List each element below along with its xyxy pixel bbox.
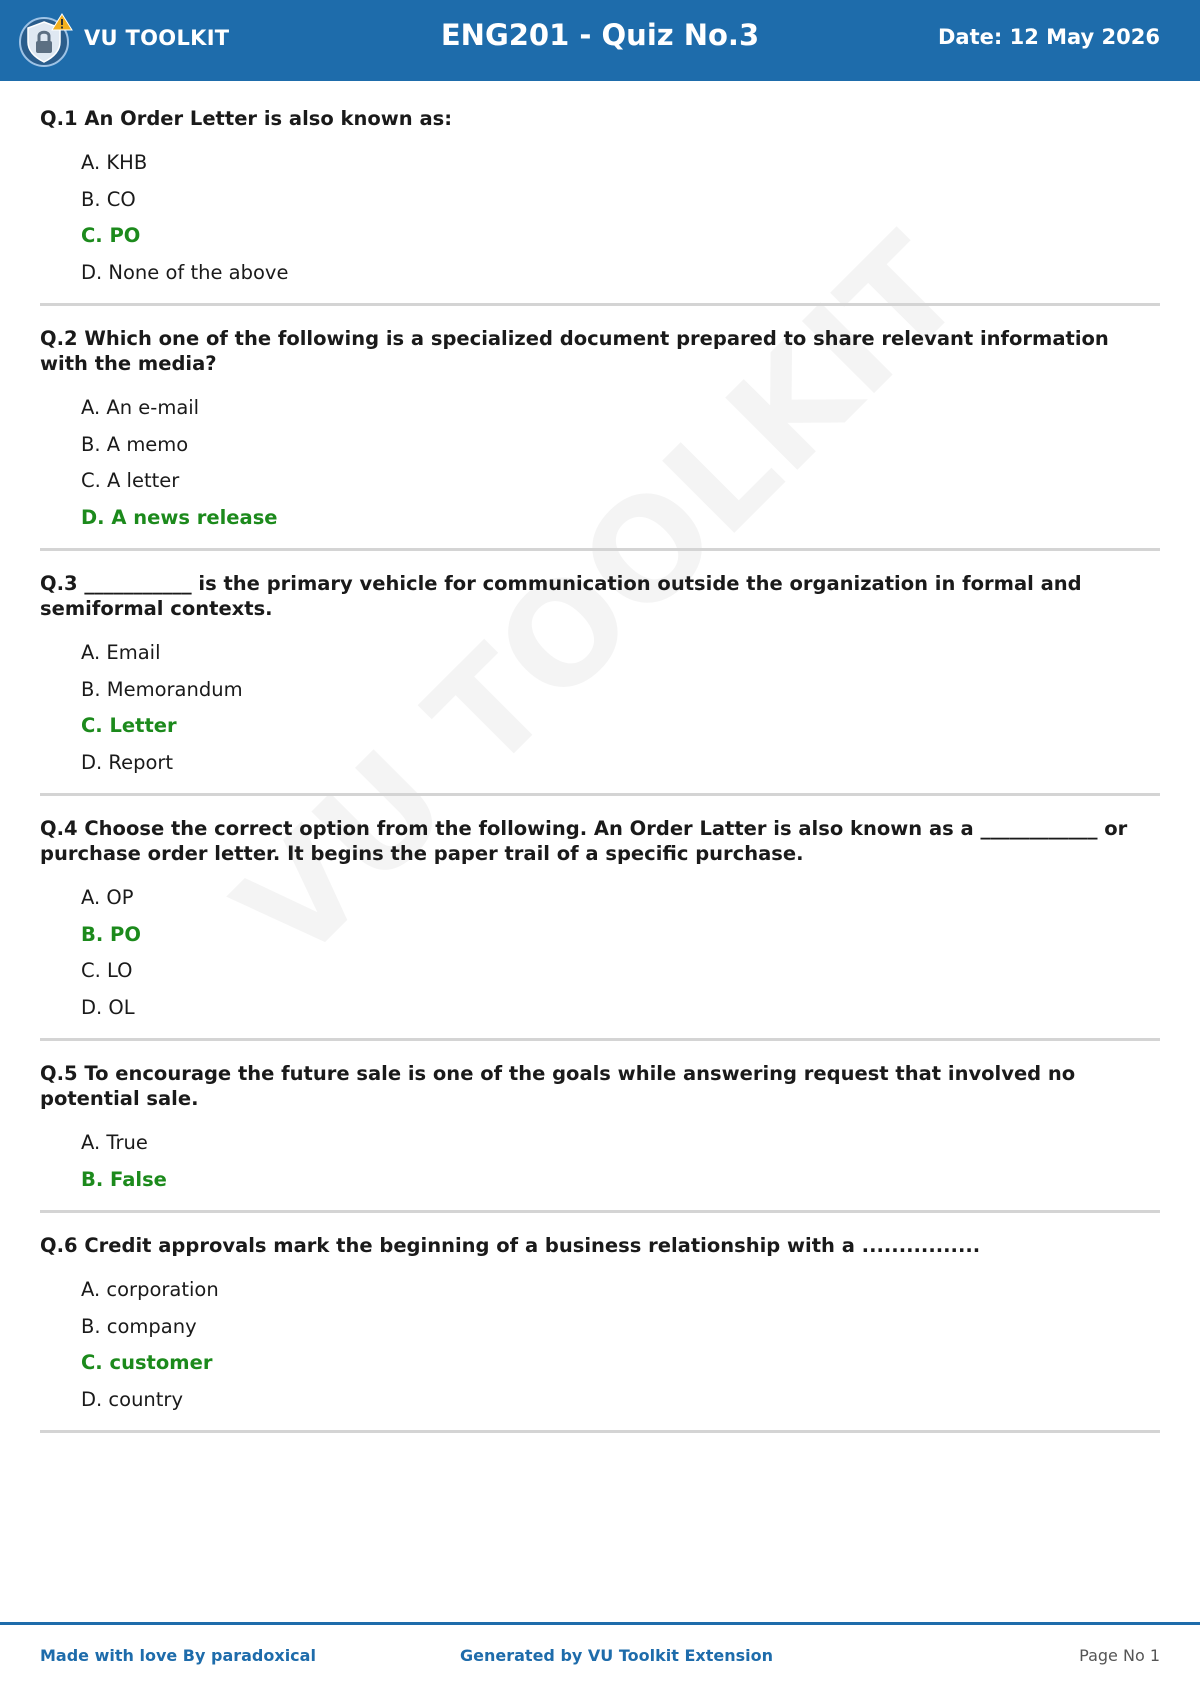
correct-option: B. PO — [81, 922, 141, 946]
option-list — [40, 635, 1160, 781]
option-item: A. True — [81, 1131, 148, 1154]
option-list — [40, 880, 1160, 1026]
question-number: Q.3 — [40, 572, 78, 595]
question-number: Q.4 — [40, 817, 78, 840]
question-block — [40, 571, 1160, 796]
option-item: C. A letter — [81, 469, 180, 492]
question-number: Q.6 — [40, 1234, 78, 1257]
option-list — [40, 145, 1160, 291]
brand-name: VU TOOLKIT — [84, 26, 230, 50]
correct-option: B. False — [81, 1167, 167, 1191]
question-number: Q.2 — [40, 327, 78, 350]
option-item: D. OL — [81, 995, 135, 1019]
question-block — [40, 1233, 1160, 1433]
option-list — [40, 390, 1160, 536]
question-block — [40, 326, 1160, 551]
footer-generator: Generated by VU Toolkit Extension — [460, 1646, 773, 1665]
question-block — [40, 816, 1160, 1041]
option-item: D. country — [81, 1387, 183, 1411]
option-item: D. Report — [81, 750, 174, 774]
option-item: B. company — [81, 1314, 197, 1338]
question-text — [40, 1233, 1160, 1258]
option-item: D. None of the above — [81, 260, 289, 284]
question-text — [40, 816, 1160, 866]
page-footer — [0, 1622, 1200, 1699]
question-body: To encourage the future sale is one of the goals while answering request that involved no potential sale. — [40, 1062, 1076, 1110]
option-list — [40, 1272, 1160, 1418]
page-header — [0, 0, 1200, 81]
option-item: B. Memorandum — [81, 677, 243, 701]
question-list — [40, 100, 1160, 1453]
question-body: ___________ is the primary vehicle for communication outside the organization in formal and semiformal contexts. — [40, 572, 1082, 620]
question-text — [40, 571, 1160, 621]
question-text — [40, 106, 1160, 131]
question-block — [40, 1061, 1160, 1213]
option-item: C. LO — [81, 959, 133, 982]
question-body: An Order Letter is also known as: — [84, 107, 453, 130]
option-item: B. CO — [81, 187, 136, 211]
question-body: Which one of the following is a specialized document prepared to share relevant information with the media? — [40, 327, 1109, 375]
question-number: Q.1 — [40, 107, 78, 130]
option-item: A. Email — [81, 641, 161, 664]
option-item: A. KHB — [81, 151, 148, 174]
page-number: Page No 1 — [1079, 1646, 1160, 1665]
option-item: A. corporation — [81, 1278, 219, 1301]
question-text — [40, 1061, 1160, 1111]
question-body: Credit approvals mark the beginning of a business relationship with a ................ — [84, 1234, 981, 1257]
correct-option: D. A news release — [81, 505, 278, 529]
question-number: Q.5 — [40, 1062, 78, 1085]
footer-credit: Made with love By paradoxical — [40, 1646, 316, 1665]
option-item: A. An e-mail — [81, 396, 200, 419]
question-text — [40, 326, 1160, 376]
option-list — [40, 1125, 1160, 1198]
correct-option: C. customer — [81, 1351, 213, 1374]
quiz-date: Date: 12 May 2026 — [938, 25, 1160, 49]
question-body: Choose the correct option from the following. An Order Latter is also known as a ____________ or purchase order letter. It begins the paper trail of a specific purchase. — [40, 817, 1128, 865]
correct-option: C. Letter — [81, 714, 177, 737]
question-block — [40, 106, 1160, 306]
page-title: ENG201 - Quiz No.3 — [440, 18, 760, 52]
option-item: A. OP — [81, 886, 134, 909]
correct-option: C. PO — [81, 224, 141, 247]
option-item: B. A memo — [81, 432, 189, 456]
